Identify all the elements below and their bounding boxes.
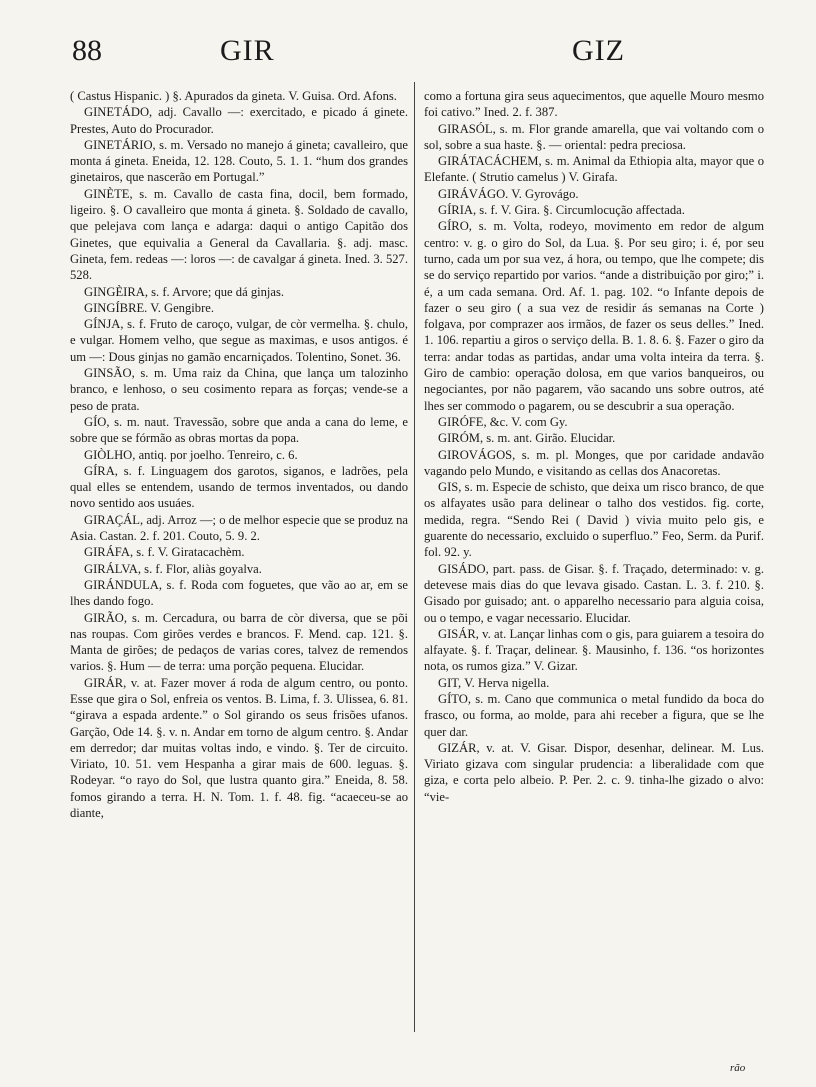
entry-text: GÍRIA, s. f. V. Gira. §. Circumlocução affectada. [438,203,685,218]
entry-text: GÍRO, s. m. Volta, rodeyo, movimento em redor de algum centro: v. g. o giro do Sol, da Lua. §. Por seu giro; i. é, por seu turno, cada um por sua vez, á hora, ou tempo, que lhe compete; dis se do serviço repartido por varios. “ande a distribuição por giro;” i. é, a um cada semana. Ord. Af. 1. pag. 102. “o Infante depois de fazer o seu giro ( a sua vez de residir ás semanas na Corte ) folgava, por comprazer aos irmãos, de fazer os seus delles.” Ined. 1. 106. repartiu a giros o serviço della. B. 1. 8. 6. §. Fazer o giro da terra: andar todas as partidas, andar uma volta inteira da terra. §. Giro de cambio: operação dolosa, em que varios banqueiros, ou negociantes, por não pagarem, vão sacando uns sobre outros, até lhes ser commodo o pagarem, ou se descubrir a sua operação. [424,219,764,413]
entry-text: GÍRA, s. f. Linguagem dos garotos, siganos, e ladrões, pela qual elles se entendem, usando de termos inventados, ou dando novo sentido aos usuáes. [70,463,408,511]
entry-text: como a fortuna gira seus aquecimentos, que aquelle Mouro mesmo foi cativo.” Ined. 2. f. 387. [424,89,764,120]
entry-text: GÍO, s. m. naut. Travessão, sobre que anda a cana do leme, e sobre que se fórmão as obras mortas da popa. [70,414,408,446]
entry-text: GIRÁNDULA, s. f. Roda com foguetes, que vão ao ar, em se lhes dando fogo. [70,577,408,609]
entry-text: GIROVÁGOS, s. m. pl. Monges, que por caridade andavão vagando pelo Mundo, e visitando as cellas dos Anacoretas. [424,447,764,478]
entry-text: GINGÍBRE. V. Gengibre. [84,300,215,315]
entry-text: GIRÁTACÁCHEM, s. m. Animal da Ethiopia alta, mayor que o Elefante. ( Strutio camelus ) V. Girafa. [424,154,764,185]
entry-text: GIRÃO, s. m. Cercadura, ou barra de còr diversa, que se põi nas roupas. Com girões verdes e brancos. F. Mend. cap. 121. §. Manta de girões; de pedaços de varias cores, talvez de remendos varios. §. Hum — de terra: uma porção pequena. Elucidar. [70,610,408,674]
entry-text: GIRASÓL, s. m. Flor grande amarella, que vai voltando com o sol, sobre a sua haste. §. — oriental: pedra preciosa. [424,121,764,152]
entry-text: GIÒLHO, antiq. por joelho. Tenreiro, c. 6. [84,447,298,462]
entry-text: GIRÁR, v. at. Fazer mover á roda de algum centro, ou ponto. Esse que gira o Sol, enfreia os ventos. B. Lima, f. 3. Ulissea, 6. 81. “girava a espada ardente.” o Sol girando os seus frisões ufanos. Garção, Ode 14. §. v. n. Andar em torno de algum centro. §. Andar em derredor; dar muitas voltas indo, e vindo. §. Ter de circuito. Viriato, 10. 51. vem Hespanha a girar mais de 600. leguas. §. Rodeyar. “o rayo do Sol, que lustra quanto gira.” Eneida, 8. 58. fomos girando a terra. H. N. Tom. 1. f. 48. fig. “acaeceu-se ao diante, [70,675,408,821]
left-column [70,88,408,1073]
entry-text: GINGÈIRA, s. f. Arvore; que dá ginjas. [84,284,285,299]
headword-right: GIZ [572,34,625,67]
entry-text: GISÁR, v. at. Lançar linhas com o gis, para guiarem a tesoira do alfayate. §. f. Traçar, delinear. §. Mausinho, f. 136. “os horizontes nota, os rumos giza.” V. Gizar. [424,626,764,674]
entry-text: GIT, V. Herva nigella. [438,675,550,690]
right-column [424,88,764,1073]
entry-text: GINSÃO, s. m. Uma raiz da China, que lança um talozinho branco, e lenhoso, o seu cosimento repara as forças; vende-se a peso de prata. [70,366,408,413]
entry-text: GIRÁVÁGO. V. Gyrovágo. [438,186,579,201]
entry-text: GIZÁR, v. at. V. Gisar. Dispor, desenhar, delinear. M. Lus. Viriato gizava com singular prudencia: a liberalidade com que giza, e corta pelo albeio. P. Per. 2. c. 9. tinha-lhe gizado o alvo: “vie- [424,740,764,804]
entry-text: GIRÓM, s. m. ant. Girão. Elucidar. [438,431,616,446]
entry-text: GINETÁDO, adj. Cavallo —: exercitado, e picado á ginete. Prestes, Auto do Procurador. [70,105,408,136]
entry-text: GINETÁRIO, s. m. Versado no manejo á gineta; cavalleiro, que monta á gineta. Eneida, 12. 128. Couto, 5. 1. 1. “hum dos grandes ginetairos, que nascerão em Portugal.” [70,137,408,185]
entry-text: ( Castus Hispanic. ) §. Apurados da gineta. V. Guisa. Ord. Afons. [70,89,397,103]
entry-text: GIS, s. m. Especie de schisto, que deixa um risco branco, de que os alfayates usão para delinear o talho dos vestidos. fig. corte, medida, regra. “Sendo Rei ( David ) vivia muito pelo gis, e guarente do necessario, excluido o superfluo.” Feo, Serm. da Purif. fol. 92. y. [424,480,764,560]
entry-text: GISÁDO, part. pass. de Gisar. §. f. Traçado, determinado: v. g. detevese mais dias do que levava gisado. Castan. L. 3. f. 210. §. Gisado por guisado; ant. o apparelho necessario para alguia coisa, ou o tempo, e vagar necessario. Elucidar. [424,561,764,625]
entry-text: GIRAÇÁL, adj. Arroz —; o de melhor especie que se produz na Asia. Castan. 2. f. 201. Couto, 5. 9. 2. [70,512,408,544]
entry-text: GIRÁLVA, s. f. Flor, aliàs goyalva. [84,561,262,576]
entry-text: GINÈTE, s. m. Cavallo de casta fina, docil, bem formado, ligeiro. §. O cavalleiro que monta á gineta. §. Soldado de cavallo, que pelejava com lança e adarga: daqui o antigo Capitão dos Ginetes, que equivalia a General da Cavallaria. §. adj. masc. Gineta, fem. redeas —: loros —: de cavalgar á gineta. Ined. 3. 527. 528. [70,186,408,283]
catchword: rão [730,1062,746,1074]
page-number: 88 [72,34,102,67]
column-divider [414,82,415,1032]
entry-text: GÍTO, s. m. Cano que communica o metal fundido da boca do frasco, ou forma, ao molde, para ahi receber a figura, que se lhe quer dar. [424,691,764,739]
entry-text: GIRÓFE, &c. V. com Gy. [438,414,568,429]
entry-text: GÍNJA, s. f. Fruto de caroço, vulgar, de còr vermelha. §. chulo, e vulgar. Homem velho, que segue as maximas, e usos antigos. é um —: Dous ginjas no gamão encarniçados. Tolentino, Sonet. 36. [70,317,408,364]
entry-text: GIRÁFA, s. f. V. Giratacachèm. [84,545,245,560]
headword-left: GIR [220,34,275,67]
